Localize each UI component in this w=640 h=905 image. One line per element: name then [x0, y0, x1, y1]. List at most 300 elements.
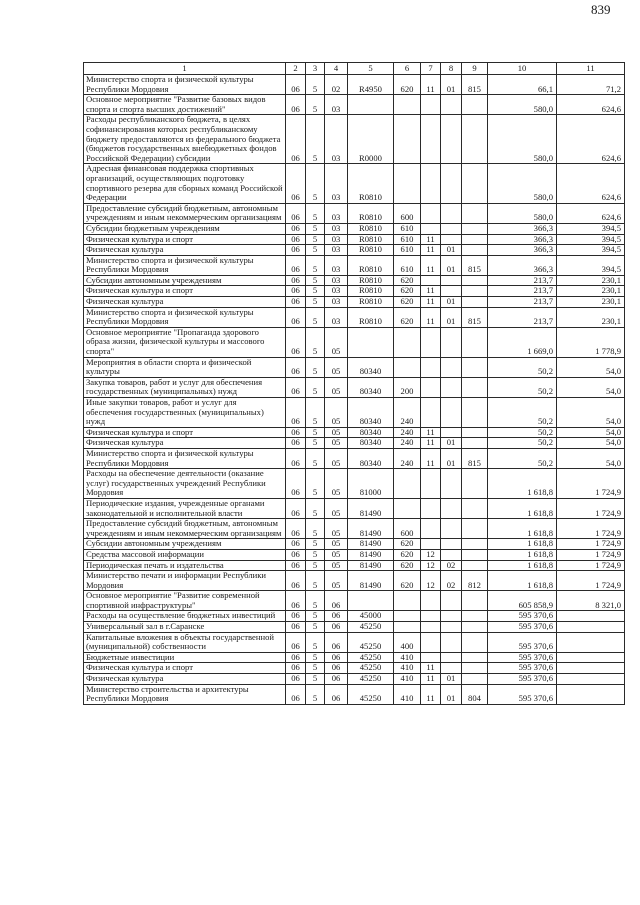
row-name: Министерство печати и информации Республики Мордовия	[84, 571, 286, 591]
code-col-4: 05	[325, 357, 348, 377]
amount-col-11: 1 724,9	[557, 549, 625, 560]
code-col-8: 02	[441, 560, 462, 571]
table-row	[84, 357, 625, 377]
code-col-2: 06	[286, 377, 306, 397]
code-col-3: 5	[306, 674, 325, 685]
amount-col-11: 8 321,0	[557, 591, 625, 611]
code-col-8	[441, 398, 462, 428]
code-col-8	[441, 327, 462, 357]
table-row	[84, 255, 625, 275]
code-col-7: 11	[421, 684, 441, 704]
row-name: Основное мероприятие "Развитие базовых видов спорта и спорта высших достижений"	[84, 95, 286, 115]
code-col-9	[462, 203, 488, 223]
code-col-8	[441, 115, 462, 164]
amount-col-10: 1 669,0	[488, 327, 557, 357]
code-col-3: 5	[306, 115, 325, 164]
row-name: Расходы на осуществление бюджетных инвестиций	[84, 611, 286, 622]
code-col-4: 02	[325, 75, 348, 95]
amount-col-11	[557, 652, 625, 663]
table-row	[84, 398, 625, 428]
row-name: Мероприятия в области спорта и физической культуры	[84, 357, 286, 377]
code-col-8	[441, 519, 462, 539]
table-row	[84, 327, 625, 357]
code-col-4: 03	[325, 307, 348, 327]
amount-col-11: 54,0	[557, 398, 625, 428]
code-col-9	[462, 438, 488, 449]
amount-col-11: 230,1	[557, 286, 625, 297]
row-name: Министерство спорта и физической культуры Республики Мордовия	[84, 75, 286, 95]
table-row	[84, 377, 625, 397]
row-name: Физическая культура	[84, 674, 286, 685]
code-col-7: 11	[421, 438, 441, 449]
table-row	[84, 75, 625, 95]
code-col-6	[394, 95, 421, 115]
code-col-9	[462, 591, 488, 611]
code-col-2: 06	[286, 549, 306, 560]
code-col-6	[394, 327, 421, 357]
code-col-6: 200	[394, 377, 421, 397]
code-col-6: 610	[394, 223, 421, 234]
budget-table	[83, 62, 625, 705]
code-col-9	[462, 652, 488, 663]
code-col-3: 5	[306, 632, 325, 652]
amount-col-10: 595 370,6	[488, 684, 557, 704]
code-col-8	[441, 223, 462, 234]
code-col-2: 06	[286, 164, 306, 203]
code-col-4: 03	[325, 297, 348, 308]
code-col-4: 03	[325, 286, 348, 297]
code-col-5: 45250	[348, 632, 394, 652]
code-col-2: 06	[286, 307, 306, 327]
table-row	[84, 448, 625, 468]
code-col-8	[441, 275, 462, 286]
amount-col-11: 624,6	[557, 115, 625, 164]
code-col-4: 05	[325, 498, 348, 518]
row-name: Министерство строительства и архитектуры Республики Мордовия	[84, 684, 286, 704]
amount-col-11: 1 724,9	[557, 571, 625, 591]
row-name: Физическая культура и спорт	[84, 663, 286, 674]
code-col-8: 01	[441, 255, 462, 275]
code-col-6: 410	[394, 684, 421, 704]
code-col-5: 80340	[348, 427, 394, 438]
code-col-4: 06	[325, 674, 348, 685]
code-col-6	[394, 498, 421, 518]
code-col-2: 06	[286, 622, 306, 633]
code-col-2: 06	[286, 203, 306, 223]
table-row	[84, 684, 625, 704]
code-col-5: R0810	[348, 203, 394, 223]
table-body	[84, 75, 625, 705]
code-col-5: 81490	[348, 549, 394, 560]
code-col-9	[462, 427, 488, 438]
code-col-8	[441, 377, 462, 397]
amount-col-10: 50,2	[488, 377, 557, 397]
code-col-5: 81490	[348, 539, 394, 550]
code-col-4: 05	[325, 448, 348, 468]
code-col-6: 620	[394, 560, 421, 571]
code-col-9: 815	[462, 448, 488, 468]
code-col-5: 80340	[348, 357, 394, 377]
code-col-2: 06	[286, 571, 306, 591]
amount-col-11: 624,6	[557, 203, 625, 223]
table-row	[84, 275, 625, 286]
code-col-5: 81490	[348, 498, 394, 518]
code-col-8	[441, 203, 462, 223]
code-col-8: 01	[441, 297, 462, 308]
code-col-3: 5	[306, 203, 325, 223]
code-col-9: 815	[462, 255, 488, 275]
code-col-8	[441, 469, 462, 499]
code-col-4: 05	[325, 438, 348, 449]
code-col-7: 11	[421, 663, 441, 674]
amount-col-10: 605 858,9	[488, 591, 557, 611]
code-col-7: 11	[421, 674, 441, 685]
table-row	[84, 498, 625, 518]
code-col-4: 05	[325, 549, 348, 560]
code-col-4: 03	[325, 115, 348, 164]
code-col-9: 815	[462, 75, 488, 95]
amount-col-10: 1 618,8	[488, 539, 557, 550]
code-col-2: 06	[286, 611, 306, 622]
code-col-2: 06	[286, 632, 306, 652]
amount-col-11: 230,1	[557, 307, 625, 327]
code-col-3: 5	[306, 327, 325, 357]
table-row	[84, 611, 625, 622]
code-col-5: R0810	[348, 286, 394, 297]
code-col-2: 06	[286, 560, 306, 571]
code-col-6: 620	[394, 549, 421, 560]
row-name: Адресная финансовая поддержка спортивных организаций, осуществляющих подготовку спортивного резерва для сборных команд Российской Федерации	[84, 164, 286, 203]
code-col-3: 5	[306, 357, 325, 377]
code-col-3: 5	[306, 622, 325, 633]
amount-col-10: 580,0	[488, 164, 557, 203]
code-col-3: 5	[306, 164, 325, 203]
code-col-5: 81490	[348, 560, 394, 571]
amount-col-10: 1 618,8	[488, 498, 557, 518]
code-col-4: 05	[325, 469, 348, 499]
row-name: Министерство спорта и физической культуры Республики Мордовия	[84, 307, 286, 327]
code-col-8: 01	[441, 75, 462, 95]
code-col-6: 410	[394, 674, 421, 685]
code-col-4: 05	[325, 377, 348, 397]
code-col-3: 5	[306, 234, 325, 245]
amount-col-11: 1 724,9	[557, 560, 625, 571]
code-col-2: 06	[286, 398, 306, 428]
code-col-8	[441, 549, 462, 560]
code-col-7: 12	[421, 560, 441, 571]
code-col-7: 11	[421, 307, 441, 327]
row-name: Физическая культура	[84, 297, 286, 308]
column-header: 5	[348, 63, 394, 75]
column-header: 3	[306, 63, 325, 75]
code-col-6: 620	[394, 286, 421, 297]
code-col-8	[441, 357, 462, 377]
code-col-8: 01	[441, 245, 462, 256]
code-col-2: 06	[286, 427, 306, 438]
amount-col-10: 66,1	[488, 75, 557, 95]
amount-col-10: 366,3	[488, 245, 557, 256]
code-col-6: 240	[394, 438, 421, 449]
amount-col-11: 624,6	[557, 95, 625, 115]
code-col-2: 06	[286, 652, 306, 663]
code-col-7	[421, 611, 441, 622]
code-col-9	[462, 674, 488, 685]
code-col-2: 06	[286, 519, 306, 539]
code-col-3: 5	[306, 286, 325, 297]
column-header: 8	[441, 63, 462, 75]
table-row	[84, 571, 625, 591]
code-col-9	[462, 297, 488, 308]
code-col-7: 11	[421, 448, 441, 468]
code-col-4: 03	[325, 234, 348, 245]
amount-col-11: 54,0	[557, 427, 625, 438]
code-col-6: 610	[394, 245, 421, 256]
amount-col-10: 366,3	[488, 255, 557, 275]
code-col-9	[462, 357, 488, 377]
code-col-3: 5	[306, 438, 325, 449]
code-col-4: 03	[325, 255, 348, 275]
code-col-9	[462, 519, 488, 539]
code-col-8	[441, 234, 462, 245]
table-row	[84, 469, 625, 499]
code-col-5: 81490	[348, 519, 394, 539]
amount-col-10: 213,7	[488, 307, 557, 327]
row-name: Средства массовой информации	[84, 549, 286, 560]
code-col-3: 5	[306, 519, 325, 539]
code-col-9	[462, 398, 488, 428]
code-col-4: 05	[325, 327, 348, 357]
code-col-5: R0000	[348, 115, 394, 164]
code-col-4: 06	[325, 622, 348, 633]
code-col-5: R0810	[348, 164, 394, 203]
code-col-2: 06	[286, 234, 306, 245]
table-row	[84, 674, 625, 685]
code-col-5	[348, 95, 394, 115]
code-col-8	[441, 286, 462, 297]
code-col-5: R0810	[348, 245, 394, 256]
code-col-2: 06	[286, 327, 306, 357]
code-col-2: 06	[286, 448, 306, 468]
code-col-3: 5	[306, 245, 325, 256]
code-col-4: 05	[325, 427, 348, 438]
table-row	[84, 245, 625, 256]
row-name: Основное мероприятие "Развитие современной спортивной инфраструктуры"	[84, 591, 286, 611]
code-col-4: 03	[325, 275, 348, 286]
code-col-2: 06	[286, 674, 306, 685]
code-col-7: 12	[421, 571, 441, 591]
amount-col-10: 580,0	[488, 115, 557, 164]
code-col-2: 06	[286, 223, 306, 234]
code-col-2: 06	[286, 663, 306, 674]
table-row	[84, 297, 625, 308]
amount-col-10: 595 370,6	[488, 652, 557, 663]
code-col-7	[421, 115, 441, 164]
table-row	[84, 560, 625, 571]
amount-col-11: 1 724,9	[557, 539, 625, 550]
code-col-9	[462, 327, 488, 357]
code-col-6	[394, 622, 421, 633]
code-col-5: R0810	[348, 223, 394, 234]
amount-col-11: 230,1	[557, 297, 625, 308]
code-col-4: 03	[325, 164, 348, 203]
code-col-3: 5	[306, 560, 325, 571]
table-row	[84, 632, 625, 652]
amount-col-10: 213,7	[488, 275, 557, 286]
code-col-9	[462, 223, 488, 234]
row-name: Физическая культура	[84, 245, 286, 256]
code-col-6	[394, 611, 421, 622]
amount-col-10: 1 618,8	[488, 571, 557, 591]
code-col-5: 80340	[348, 398, 394, 428]
table-row	[84, 95, 625, 115]
code-col-6: 400	[394, 632, 421, 652]
code-col-8: 01	[441, 674, 462, 685]
amount-col-10: 595 370,6	[488, 622, 557, 633]
code-col-8	[441, 427, 462, 438]
code-col-8	[441, 622, 462, 633]
code-col-7: 11	[421, 245, 441, 256]
amount-col-10: 366,3	[488, 223, 557, 234]
code-col-3: 5	[306, 611, 325, 622]
table-row	[84, 539, 625, 550]
code-col-9: 804	[462, 684, 488, 704]
code-col-7: 11	[421, 234, 441, 245]
code-col-5: 80340	[348, 438, 394, 449]
table-row	[84, 234, 625, 245]
code-col-3: 5	[306, 297, 325, 308]
code-col-5	[348, 327, 394, 357]
row-name: Физическая культура и спорт	[84, 286, 286, 297]
code-col-3: 5	[306, 255, 325, 275]
code-col-2: 06	[286, 539, 306, 550]
amount-col-10: 50,2	[488, 398, 557, 428]
amount-col-11: 394,5	[557, 234, 625, 245]
code-col-7	[421, 223, 441, 234]
column-header: 10	[488, 63, 557, 75]
row-name: Периодические издания, учрежденные органами законодательной и исполнительной власти	[84, 498, 286, 518]
code-col-9	[462, 164, 488, 203]
code-col-5: 80340	[348, 377, 394, 397]
code-col-4: 05	[325, 539, 348, 550]
code-col-5	[348, 591, 394, 611]
amount-col-11	[557, 663, 625, 674]
code-col-6: 600	[394, 519, 421, 539]
code-col-3: 5	[306, 498, 325, 518]
amount-col-11: 54,0	[557, 438, 625, 449]
code-col-9	[462, 377, 488, 397]
column-header: 6	[394, 63, 421, 75]
code-col-9	[462, 560, 488, 571]
code-col-7	[421, 539, 441, 550]
code-col-4: 06	[325, 663, 348, 674]
code-col-7	[421, 327, 441, 357]
code-col-9: 812	[462, 571, 488, 591]
code-col-7: 11	[421, 427, 441, 438]
amount-col-10: 1 618,8	[488, 549, 557, 560]
code-col-3: 5	[306, 549, 325, 560]
amount-col-11	[557, 684, 625, 704]
code-col-3: 5	[306, 307, 325, 327]
code-col-4: 06	[325, 591, 348, 611]
table-row	[84, 438, 625, 449]
code-col-2: 06	[286, 591, 306, 611]
code-col-8	[441, 611, 462, 622]
code-col-5: 45250	[348, 674, 394, 685]
amount-col-10: 213,7	[488, 286, 557, 297]
code-col-9	[462, 115, 488, 164]
table-row	[84, 591, 625, 611]
code-col-3: 5	[306, 398, 325, 428]
column-header: 11	[557, 63, 625, 75]
code-col-9	[462, 469, 488, 499]
code-col-6: 610	[394, 234, 421, 245]
code-col-4: 03	[325, 95, 348, 115]
table-row	[84, 622, 625, 633]
code-col-4: 05	[325, 560, 348, 571]
row-name: Физическая культура и спорт	[84, 234, 286, 245]
code-col-7	[421, 622, 441, 633]
code-col-3: 5	[306, 95, 325, 115]
code-col-6: 240	[394, 427, 421, 438]
amount-col-10: 580,0	[488, 203, 557, 223]
code-col-7	[421, 632, 441, 652]
code-col-2: 06	[286, 469, 306, 499]
amount-col-11: 54,0	[557, 377, 625, 397]
code-col-6: 410	[394, 663, 421, 674]
amount-col-11: 394,5	[557, 255, 625, 275]
code-col-3: 5	[306, 539, 325, 550]
code-col-8: 01	[441, 684, 462, 704]
code-col-5: 45250	[348, 622, 394, 633]
code-col-4: 03	[325, 223, 348, 234]
amount-col-11: 230,1	[557, 275, 625, 286]
row-name: Периодическая печать и издательства	[84, 560, 286, 571]
code-col-4: 05	[325, 398, 348, 428]
code-col-6: 620	[394, 539, 421, 550]
code-col-3: 5	[306, 377, 325, 397]
code-col-7: 11	[421, 297, 441, 308]
row-name: Расходы республиканского бюджета, в целях софинансирования которых республиканскому бюджету предоставляются из федерального бюджета (бюджетов государственных внебюджетных фондов Российской Федерации) субсидии	[84, 115, 286, 164]
code-col-9	[462, 622, 488, 633]
code-col-7	[421, 398, 441, 428]
row-name: Субсидии автономным учреждениям	[84, 539, 286, 550]
amount-col-10: 595 370,6	[488, 632, 557, 652]
code-col-7: 11	[421, 255, 441, 275]
code-col-6: 620	[394, 307, 421, 327]
table-row	[84, 663, 625, 674]
code-col-5: 81000	[348, 469, 394, 499]
code-col-4: 06	[325, 632, 348, 652]
amount-col-11: 1 778,9	[557, 327, 625, 357]
row-name: Бюджетные инвестиции	[84, 652, 286, 663]
amount-col-11	[557, 622, 625, 633]
code-col-5: 45250	[348, 652, 394, 663]
code-col-9	[462, 245, 488, 256]
code-col-4: 05	[325, 571, 348, 591]
code-col-2: 06	[286, 438, 306, 449]
table-row	[84, 203, 625, 223]
code-col-2: 06	[286, 115, 306, 164]
code-col-8	[441, 652, 462, 663]
code-col-9	[462, 275, 488, 286]
code-col-8: 01	[441, 307, 462, 327]
code-col-9	[462, 95, 488, 115]
amount-col-10: 1 618,8	[488, 560, 557, 571]
code-col-7	[421, 203, 441, 223]
code-col-9	[462, 286, 488, 297]
column-header: 4	[325, 63, 348, 75]
row-name: Расходы на обеспечение деятельности (оказание услуг) государственных учреждений Республики Мордовия	[84, 469, 286, 499]
